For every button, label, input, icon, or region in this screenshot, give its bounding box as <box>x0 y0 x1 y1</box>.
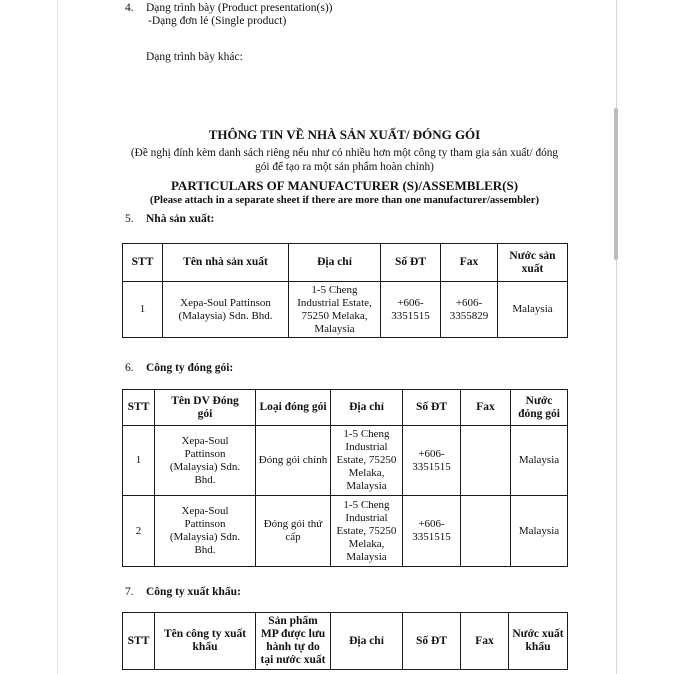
cell-stt: 1 <box>123 282 163 338</box>
header-free-sale-product: Sản phẩm MP được lưu hành tự do tại nước xuất <box>256 613 331 670</box>
header-fax: Fax <box>461 613 509 670</box>
manufacturer-title-en: PARTICULARS OF MANUFACTURER (S)/ASSEMBLER(S) <box>170 178 519 193</box>
page-edge <box>57 0 58 674</box>
cell-packager-name: Xepa-Soul Pattinson (Malaysia) Sdn. Bhd. <box>155 496 256 567</box>
exporter-table <box>122 612 568 670</box>
cell-phone: +606-3351515 <box>403 426 461 496</box>
table-row <box>123 496 568 567</box>
section-4-number: 4. <box>125 2 134 14</box>
header-phone: Số ĐT <box>403 613 461 670</box>
manufacturer-note-en: (Please attach in a separate sheet if there are more than one manufacturer/assembler) <box>149 194 540 206</box>
cell-country: Malaysia <box>498 282 568 338</box>
header-stt: STT <box>123 390 155 426</box>
section-6-number: 6. <box>125 362 134 374</box>
header-packaging-type: Loại đóng gói <box>256 390 331 426</box>
cell-stt: 1 <box>123 426 155 496</box>
cell-fax: +606-3355829 <box>441 282 498 338</box>
manufacturer-table <box>122 243 568 338</box>
cell-packaging-type: Đóng gói thứ cấp <box>256 496 331 567</box>
header-fax: Fax <box>441 244 498 282</box>
header-country: Nước sản xuất <box>498 244 568 282</box>
table-header-row <box>123 613 568 670</box>
header-stt: STT <box>123 613 155 670</box>
cell-country: Malaysia <box>511 496 568 567</box>
cell-manufacturer-name: Xepa-Soul Pattinson (Malaysia) Sdn. Bhd. <box>163 282 289 338</box>
header-phone: Số ĐT <box>403 390 461 426</box>
scrollbar-thumb[interactable] <box>614 108 618 260</box>
cell-address: 1-5 Cheng Industrial Estate, 75250 Melaka, Malaysia <box>331 426 403 496</box>
cell-address: 1-5 Cheng Industrial Estate, 75250 Melaka, Malaysia <box>289 282 381 338</box>
table-header-row <box>123 244 568 282</box>
section-4-title: Dạng trình bày (Product presentation(s)) <box>146 2 333 14</box>
header-exporter-name: Tên công ty xuất khẩu <box>155 613 256 670</box>
header-manufacturer-name: Tên nhà sản xuất <box>163 244 289 282</box>
packager-table <box>122 389 568 567</box>
header-packager-name: Tên DV Đóng gói <box>155 390 256 426</box>
header-fax: Fax <box>461 390 511 426</box>
manufacturer-note-vi-line-2: gói để tạo ra một sản phẩm hoàn chỉnh) <box>255 161 434 173</box>
section-7-title: Công ty xuất khẩu: <box>146 586 241 598</box>
table-row <box>123 426 568 496</box>
cell-fax <box>461 496 511 567</box>
cell-packaging-type: Đóng gói chính <box>256 426 331 496</box>
scrollbar-track[interactable] <box>616 0 617 674</box>
header-address: Địa chỉ <box>331 613 403 670</box>
table-header-row <box>123 390 568 426</box>
cell-packager-name: Xepa-Soul Pattinson (Malaysia) Sdn. Bhd. <box>155 426 256 496</box>
manufacturer-note-vi-line-1: (Đề nghị đính kèm danh sách riêng nếu như có nhiều hơn một công ty tham gia sản xuất/ đóng <box>130 147 559 159</box>
header-stt: STT <box>123 244 163 282</box>
cell-stt: 2 <box>123 496 155 567</box>
cell-country: Malaysia <box>511 426 568 496</box>
cell-phone: +606-3351515 <box>381 282 441 338</box>
header-address: Địa chỉ <box>289 244 381 282</box>
section-5-title: Nhà sản xuất: <box>146 213 215 225</box>
cell-fax <box>461 426 511 496</box>
header-country: Nước xuất khẩu <box>509 613 568 670</box>
header-address: Địa chỉ <box>331 390 403 426</box>
section-7-number: 7. <box>125 586 134 598</box>
header-country: Nước đóng gói <box>511 390 568 426</box>
cell-phone: +606-3351515 <box>403 496 461 567</box>
section-4-selected-option: -Dạng đơn lẻ (Single product) <box>148 15 287 27</box>
section-5-number: 5. <box>125 213 134 225</box>
section-4-other-label: Dạng trình bày khác: <box>146 51 243 63</box>
section-6-title: Công ty đóng gói: <box>146 362 234 374</box>
table-row <box>123 282 568 338</box>
manufacturer-title-vi: THÔNG TIN VỀ NHÀ SẢN XUẤT/ ĐÓNG GÓI <box>208 127 481 142</box>
cell-address: 1-5 Cheng Industrial Estate, 75250 Melaka, Malaysia <box>331 496 403 567</box>
header-phone: Số ĐT <box>381 244 441 282</box>
